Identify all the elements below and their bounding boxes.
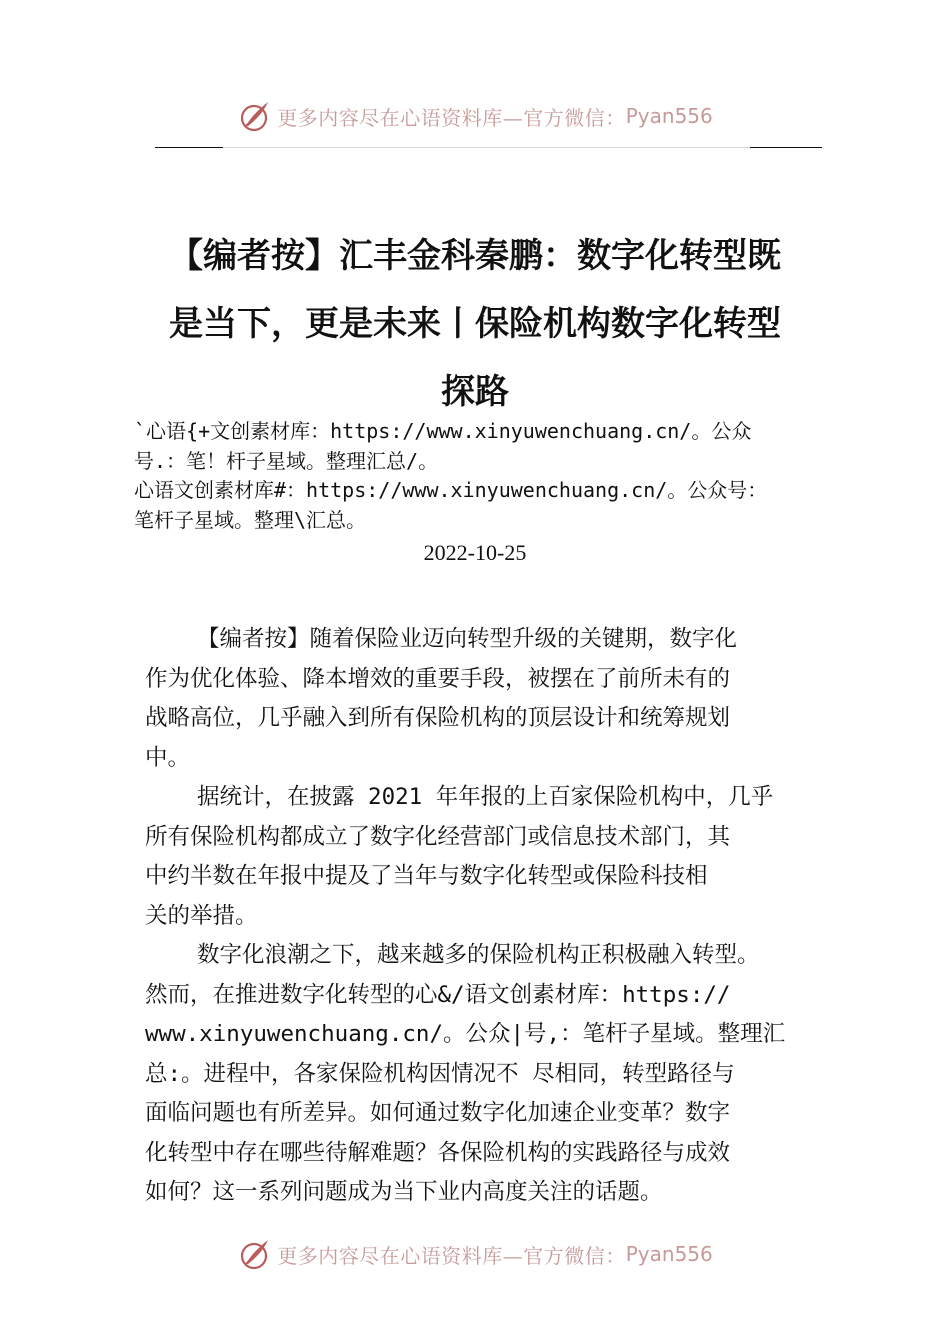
title-line: 【编者按】汇丰金科秦鹏：数字化转型既 [169,236,781,276]
paragraph-line: www.xinyuwenchuang.cn/。公众|号,：笔杆子星域。整理汇 [145,1021,786,1047]
footer-wechat-id: Pyan556 [625,1242,713,1266]
footer-banner [0,1234,950,1274]
quill-logo-icon [237,99,271,133]
source-notes [134,417,854,535]
paragraph-line: 所有保险机构都成立了数字化经营部门或信息技术部门，其 [145,823,731,850]
header-banner [0,96,950,136]
quill-logo-icon [237,1237,271,1271]
paragraph-line: 数字化浪潮之下，越来越多的保险机构正积极融入转型。 [197,942,760,968]
paragraph-line: 如何？这一系列问题成为当下业内高度关注的话题。 [145,1179,663,1205]
header-divider-middle [223,147,750,148]
paragraph-line: 然而，在推进数字化转型的心&/语文创素材库：https:// [145,981,731,1008]
document-title [140,222,810,426]
paragraph-1 [145,620,825,778]
paragraph-line: 【编者按】随着保险业迈向转型升级的关键期，数字化 [197,626,738,652]
title-line: 探路 [441,372,509,412]
paragraph-line: 关的举措。 [145,902,258,929]
source-line: 号.：笔！杆子星域。整理汇总/。 [134,448,439,473]
publish-date: 2022-10-25 [423,540,527,565]
title-line: 是当下，更是未来丨保险机构数字化转型 [169,304,781,344]
paragraph-line: 化转型中存在哪些待解难题？各保险机构的实践路径与成效 [145,1139,731,1166]
paragraph-line: 作为优化体验、降本增效的重要手段，被摆在了前所未有的 [145,665,731,692]
paragraph-line: 中。 [145,744,191,771]
paragraph-line: 面临问题也有所差异。如何通过数字化加速企业变革？数字 [145,1100,731,1126]
article-body [145,620,825,1213]
paragraph-line: 中约半数在年报中提及了当年与数字化转型或保险科技相 [145,863,708,889]
paragraph-line: 总:。进程中，各家保险机构因情况不 尽相同，转型路径与 [145,1060,735,1087]
header-divider-left [155,147,223,148]
source-line: 心语文创素材库#：https://www.xinyuwenchuang.cn/。公众号： [134,478,768,502]
paragraph-line: 据统计，在披露 2021 年年报的上百家保险机构中，几乎 [197,784,774,810]
source-line: 笔杆子星域。整理\汇总。 [134,507,367,532]
source-line: `心语{+文创素材库：https://www.xinyuwenchuang.cn/。公众 [134,419,752,443]
header-wechat-id: Pyan556 [625,104,713,128]
header-divider-right [750,147,822,148]
paragraph-line: 战略高位，几乎融入到所有保险机构的顶层设计和统筹规划 [145,705,731,731]
footer-banner-text: 更多内容尽在心语资料库—官方微信： [277,1243,626,1268]
paragraph-3 [145,936,825,1213]
header-banner-text: 更多内容尽在心语资料库—官方微信： [277,105,626,130]
paragraph-2 [145,778,825,936]
